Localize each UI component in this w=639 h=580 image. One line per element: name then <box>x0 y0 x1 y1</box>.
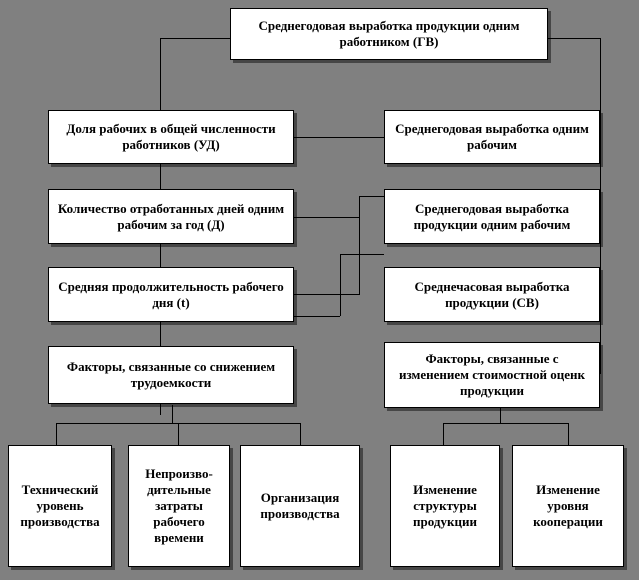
connector-bottom-left-b1 <box>56 423 57 445</box>
node-right-3[interactable] <box>384 267 600 322</box>
connector-mid-2-vert <box>359 196 360 295</box>
node-bottom-3[interactable] <box>240 445 360 567</box>
node-right-1-label: Среднегодовая выработка одним рабочим <box>395 121 589 152</box>
node-right-1[interactable] <box>384 110 600 164</box>
node-bottom-4[interactable] <box>390 445 500 567</box>
node-left-1-label: Доля рабочих в общей численности работников (УД) <box>66 121 276 152</box>
node-right-2-label: Среднегодовая выработка продукции одним рабочим <box>413 200 571 232</box>
node-left-2[interactable] <box>48 189 294 244</box>
connector-mid-2b <box>359 196 384 197</box>
connector-mid-3-vert <box>340 254 341 316</box>
connector-mid-3c <box>294 316 340 317</box>
connector-mid-3 <box>294 294 359 295</box>
node-title[interactable] <box>230 8 548 60</box>
connector-mid-1 <box>294 137 384 138</box>
connector-right-2 <box>600 217 601 218</box>
node-left-3[interactable] <box>48 267 294 322</box>
node-right-4-label: Факторы, связанные с изменением стоимостной оценк продукции <box>398 351 586 398</box>
connector-bottom-left-b2 <box>178 423 179 445</box>
node-left-3-label: Средняя продолжительность рабочего дня (t) <box>58 278 284 310</box>
connector-bottom-right-b1 <box>443 423 444 445</box>
connector-bottom-left-stem <box>172 405 173 423</box>
node-left-2-label: Количество отработанных дней одним рабочим за год (Д) <box>57 200 285 232</box>
node-left-4[interactable] <box>48 346 294 404</box>
connector-bottom-right-bus <box>443 423 568 424</box>
connector-bottom-right-b2 <box>568 423 569 445</box>
connector-mid-2 <box>294 217 359 218</box>
connector-title-right-top <box>548 38 601 39</box>
node-bottom-2-label: Непроизво-дительные затраты рабочего времени <box>145 466 213 545</box>
node-bottom-2[interactable] <box>128 445 230 567</box>
node-right-4[interactable] <box>384 342 600 408</box>
connector-right-1 <box>600 137 601 138</box>
node-title-label: Среднегодовая выработка продукции одним работником (ГВ) <box>258 18 520 49</box>
node-bottom-5[interactable] <box>512 445 624 567</box>
node-bottom-5-label: Изменение уровня кооперации <box>533 482 603 529</box>
node-left-4-label: Факторы, связанные со снижением трудоемкости <box>66 359 276 390</box>
node-bottom-3-label: Организация производства <box>260 490 340 521</box>
connector-right-4 <box>600 373 601 374</box>
node-right-3-label: Среднечасовая выработка продукции (СВ) <box>414 278 570 310</box>
connector-right-3 <box>600 294 601 295</box>
node-left-1[interactable] <box>48 110 294 164</box>
node-bottom-1[interactable] <box>8 445 112 567</box>
connector-title-right-vertical <box>600 38 601 373</box>
connector-mid-3b <box>340 254 384 255</box>
node-right-2[interactable] <box>384 189 600 244</box>
node-bottom-4-label: Изменение структуры продукции <box>413 482 477 529</box>
node-bottom-1-label: Технический уровень производства <box>20 482 100 529</box>
connector-title-left-top <box>160 38 230 39</box>
connector-bottom-left-b3 <box>300 423 301 445</box>
connector-bottom-right-stem <box>500 407 501 423</box>
